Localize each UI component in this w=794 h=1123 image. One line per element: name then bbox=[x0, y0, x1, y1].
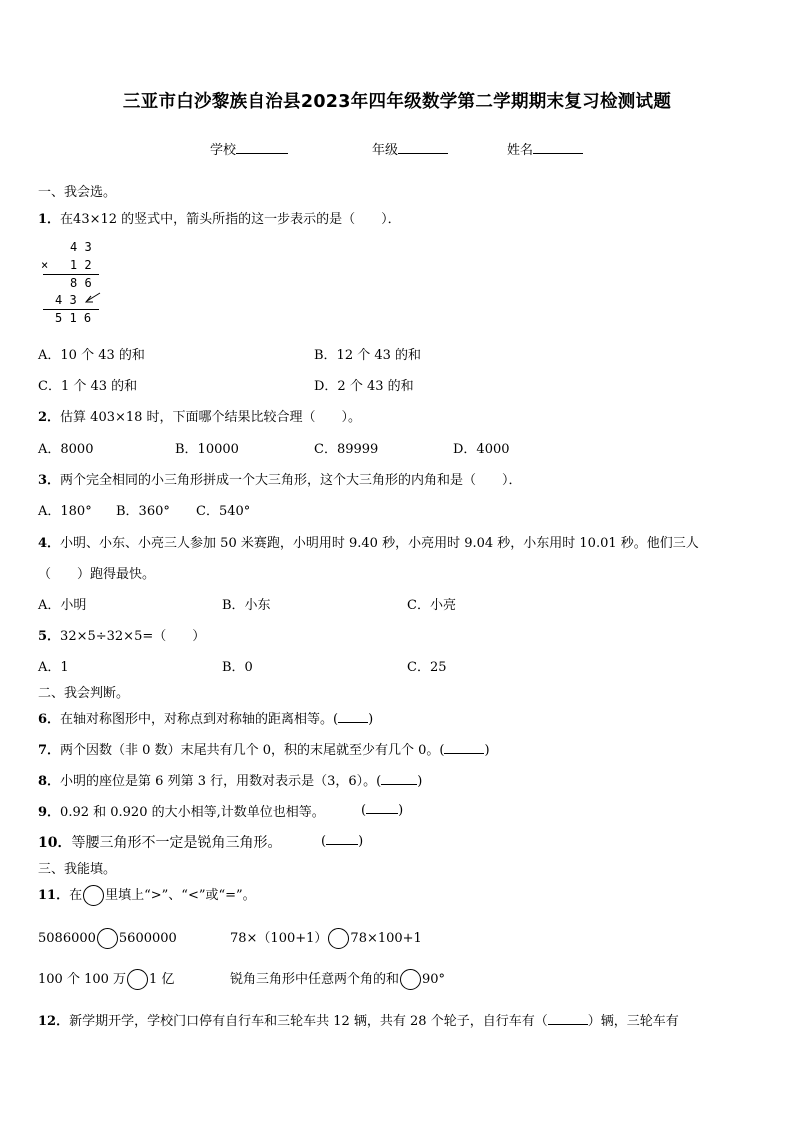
question-text: 估算 403×18 时，下面哪个结果比较合理（ ）。 bbox=[60, 410, 362, 425]
question-number: 12． bbox=[38, 1014, 70, 1029]
compare-item-a bbox=[38, 928, 177, 950]
compare-item-b bbox=[230, 928, 422, 950]
vertical-row-2: × 1 2 bbox=[41, 258, 92, 272]
question-number: 8． bbox=[38, 774, 61, 789]
question-text: ）辆，三轮车有 bbox=[587, 1014, 679, 1029]
question-number: 3． bbox=[38, 473, 61, 488]
question-4 bbox=[38, 532, 699, 551]
question-text: 两个因数（非 0 数）末尾共有几个 0，积的末尾就至少有几个 0。( bbox=[60, 743, 445, 758]
divider-line bbox=[43, 274, 99, 275]
answer-parens[interactable] bbox=[321, 832, 363, 849]
section-heading: 二、我会判断。 bbox=[38, 686, 130, 701]
answer-parens[interactable] bbox=[361, 801, 403, 818]
question-number: 1． bbox=[38, 212, 61, 227]
option-d[interactable]: D．2 个 43 的和 bbox=[314, 379, 414, 394]
option-c[interactable]: C．89999 bbox=[314, 442, 379, 457]
name-blank[interactable] bbox=[533, 139, 583, 154]
vertical-multiplication bbox=[38, 238, 118, 328]
question-text-pre: 在 bbox=[69, 888, 83, 903]
question-1 bbox=[38, 208, 401, 227]
compare-circle[interactable] bbox=[127, 969, 148, 990]
question-8 bbox=[38, 770, 422, 789]
option-b[interactable]: B．0 bbox=[222, 660, 253, 675]
option-a[interactable]: A．小明 bbox=[38, 598, 87, 613]
question-3 bbox=[38, 469, 522, 488]
question-number: 10． bbox=[38, 835, 72, 851]
compare-item-c bbox=[38, 969, 174, 991]
question-2 bbox=[38, 406, 361, 425]
question-12 bbox=[38, 1010, 679, 1029]
option-b[interactable]: B．12 个 43 的和 bbox=[314, 348, 422, 363]
option-a[interactable]: A．180° bbox=[38, 504, 92, 519]
option-c[interactable]: C．540° bbox=[196, 504, 251, 519]
compare-right: 90° bbox=[422, 972, 446, 987]
vertical-row-1: 4 3 bbox=[70, 240, 92, 254]
question-7 bbox=[38, 739, 490, 758]
question-text: 新学期开学，学校门口停有自行车和三轮车共 12 辆，共有 28 个轮子，自行车有（ bbox=[69, 1014, 548, 1029]
question-text-post: 里填上“>”、“<”或“=”。 bbox=[105, 888, 256, 903]
open-paren: ( bbox=[361, 803, 367, 818]
question-text: 在43×12 的竖式中，箭头所指的这一步表示的是（ ）． bbox=[60, 212, 401, 227]
question-number: 9． bbox=[38, 805, 61, 820]
compare-left: 100 个 100 万 bbox=[38, 972, 127, 987]
compare-left: 锐角三角形中任意两个角的和 bbox=[230, 972, 400, 987]
arrow-icon bbox=[82, 290, 102, 306]
option-a[interactable]: A．10 个 43 的和 bbox=[38, 348, 145, 363]
answer-blank[interactable] bbox=[338, 710, 368, 723]
question-11 bbox=[38, 885, 256, 907]
compare-right: 1 亿 bbox=[149, 972, 175, 987]
question-number: 5． bbox=[38, 629, 61, 644]
question-10 bbox=[38, 832, 281, 852]
answer-blank[interactable] bbox=[444, 741, 484, 754]
close-paren: ) bbox=[398, 803, 404, 818]
question-number: 7． bbox=[38, 743, 61, 758]
question-number: 4． bbox=[38, 536, 61, 551]
answer-blank[interactable] bbox=[366, 801, 398, 814]
vertical-row-3: 8 6 bbox=[70, 276, 92, 290]
compare-circle[interactable] bbox=[328, 928, 349, 949]
option-a[interactable]: A．1 bbox=[38, 660, 69, 675]
option-c[interactable]: C．25 bbox=[407, 660, 447, 675]
question-text: 32×5÷32×5=（ ） bbox=[60, 629, 206, 644]
grade-field[interactable] bbox=[372, 139, 448, 158]
vertical-row-4: 4 3 bbox=[55, 293, 77, 307]
name-label: 姓名 bbox=[507, 143, 534, 158]
open-paren: ( bbox=[321, 834, 327, 849]
vertical-row-5: 5 1 6 bbox=[55, 311, 92, 325]
option-a[interactable]: A．8000 bbox=[38, 442, 94, 457]
question-number: 6． bbox=[38, 712, 61, 727]
school-label: 学校 bbox=[210, 143, 237, 158]
question-text: 两个完全相同的小三角形拼成一个大三角形，这个大三角形的内角和是（ ）． bbox=[60, 473, 522, 488]
option-b[interactable]: B．360° bbox=[116, 504, 170, 519]
close-paren: ) bbox=[368, 712, 374, 727]
question-5 bbox=[38, 625, 205, 644]
section-heading: 三、我能填。 bbox=[38, 862, 117, 877]
option-b[interactable]: B．10000 bbox=[175, 442, 239, 457]
question-number: 11． bbox=[38, 888, 70, 903]
question-text: 小明、小东、小亮三人参加 50 米赛跑，小明用时 9.40 秒，小亮用时 9.04 秒，小东用时 10.01 秒。他们三人 bbox=[60, 536, 699, 551]
question-text: 0.92 和 0.920 的大小相等,计数单位也相等。 bbox=[60, 805, 325, 820]
question-9 bbox=[38, 801, 325, 820]
compare-left: 5086000 bbox=[38, 931, 96, 946]
compare-right: 5600000 bbox=[118, 931, 177, 946]
question-6 bbox=[38, 708, 373, 727]
question-number: 2． bbox=[38, 410, 61, 425]
answer-blank[interactable] bbox=[381, 772, 417, 785]
answer-blank[interactable] bbox=[548, 1012, 588, 1025]
section-heading: 一、我会选。 bbox=[38, 185, 117, 200]
option-d[interactable]: D．4000 bbox=[453, 442, 510, 457]
question-text: 小明的座位是第 6 列第 3 行，用数对表示是（3，6）。( bbox=[60, 774, 382, 789]
divider-line bbox=[43, 309, 99, 310]
close-paren: ) bbox=[417, 774, 423, 789]
page-title: 三亚市白沙黎族自治县2023年四年级数学第二学期期末复习检测试题 bbox=[122, 92, 672, 112]
answer-blank[interactable] bbox=[326, 832, 358, 845]
compare-left: 78×（100+1） bbox=[230, 931, 328, 946]
question-text: 在轴对称图形中，对称点到对称轴的距离相等。( bbox=[60, 712, 339, 727]
close-paren: ) bbox=[484, 743, 490, 758]
school-field[interactable] bbox=[210, 139, 288, 158]
grade-blank[interactable] bbox=[398, 139, 448, 154]
circle-icon bbox=[83, 885, 104, 906]
compare-right: 78×100+1 bbox=[350, 931, 422, 946]
compare-circle[interactable] bbox=[97, 928, 118, 949]
name-field[interactable] bbox=[507, 139, 583, 158]
question-4-continued: （ ）跑得最快。 bbox=[38, 567, 156, 582]
compare-circle[interactable] bbox=[400, 969, 421, 990]
option-c[interactable]: C．1 个 43 的和 bbox=[38, 379, 138, 394]
option-c[interactable]: C．小亮 bbox=[407, 598, 456, 613]
school-blank[interactable] bbox=[236, 139, 288, 154]
question-text: 等腰三角形不一定是锐角三角形。 bbox=[71, 835, 282, 851]
compare-item-d bbox=[230, 969, 445, 991]
close-paren: ) bbox=[358, 834, 364, 849]
grade-label: 年级 bbox=[372, 143, 399, 158]
option-b[interactable]: B．小东 bbox=[222, 598, 271, 613]
